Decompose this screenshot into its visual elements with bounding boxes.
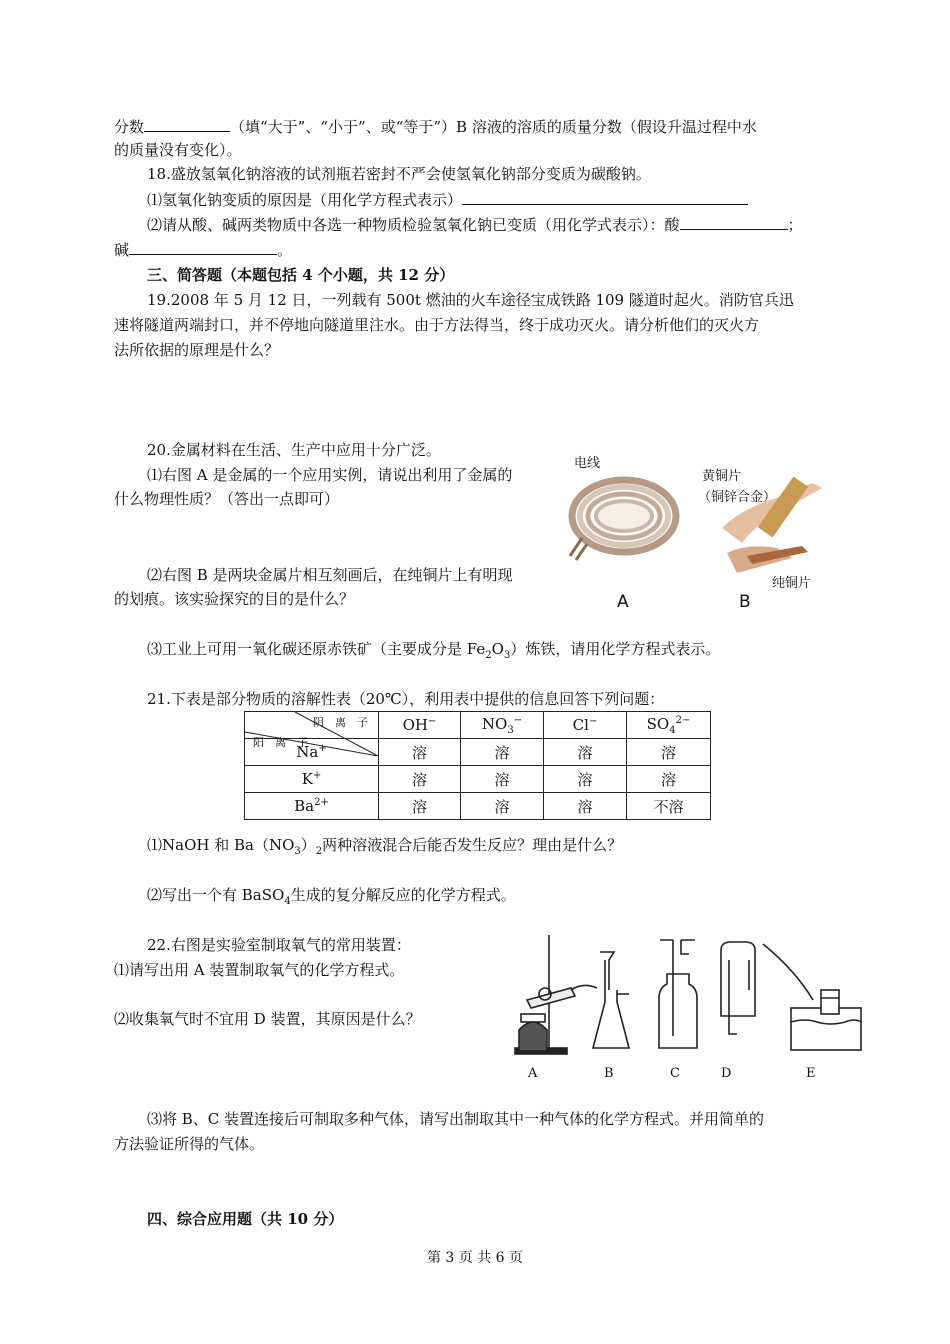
- question-22-3-line-2: 方法验证所得的气体。: [114, 1135, 265, 1153]
- subscript: 3: [503, 650, 511, 661]
- table-cell: 溶: [544, 793, 627, 820]
- text: ；: [787, 216, 803, 234]
- subscript: 4: [284, 896, 291, 907]
- table-cell: 溶: [544, 739, 627, 766]
- table-cell: 溶: [627, 766, 711, 793]
- question-20: 20.金属材料在生活、生产中应用十分广泛。: [147, 441, 441, 459]
- subscript: 4: [669, 724, 676, 736]
- subscript: 3: [507, 724, 514, 736]
- question-20-3: [147, 638, 720, 667]
- question-19-line-2: 速将隧道两端封口，并不停地向隧道里注水。由于方法得当，终于成功灭火。请分析他们的灭火方: [114, 316, 760, 334]
- table-cell: 溶: [627, 739, 711, 766]
- table-cell: 溶: [379, 766, 461, 793]
- apparatus-label-a: A: [528, 1066, 538, 1081]
- cation-header: [245, 766, 379, 793]
- text: NO: [481, 714, 508, 733]
- text: Ba: [294, 797, 315, 815]
- apparatus-label-e: E: [806, 1066, 816, 1081]
- apparatus-c: [659, 940, 697, 1048]
- figure-label-a: A: [617, 592, 629, 612]
- question-20-2-line-2: 的划痕。该实验探究的目的是什么？: [114, 590, 355, 608]
- figure-label-b: B: [739, 592, 751, 612]
- question-22: 22.右图是实验室制取氧气的常用装置：: [147, 936, 411, 954]
- question-21: 21.下表是部分物质的溶解性表（20℃），利用表中提供的信息回答下列问题：: [147, 690, 665, 708]
- table-cell: 不溶: [627, 793, 711, 820]
- question-19-line-1: 19.2008 年 5 月 12 日，一列载有 500t 燃油的火车途径宝成铁路 109 隧道时起火。消防官兵迅: [147, 291, 794, 309]
- question-20-1-line-2: 什么物理性质？（答出一点即可）: [114, 490, 340, 508]
- table-cell: 溶: [379, 739, 461, 766]
- text: ）炼铁，请用化学方程式表示。: [510, 640, 721, 658]
- superscript: −: [428, 716, 437, 727]
- apparatus-label-d: D: [721, 1066, 732, 1081]
- text: O: [491, 640, 504, 658]
- brass-note: （铜锌合金）: [698, 490, 777, 505]
- table-cell: 溶: [461, 793, 544, 820]
- superscript: +: [318, 743, 327, 754]
- wire-label: 电线: [574, 456, 601, 471]
- text: 分数: [114, 118, 145, 136]
- apparatus-e: [763, 944, 861, 1050]
- text: 两种溶液混合后能否发生反应？理由是什么？: [322, 836, 623, 854]
- text: （填“大于”、“小于”、或“等于”）B 溶液的溶质的质量分数（假设升温过程中水: [230, 118, 757, 136]
- line-2: 的质量没有变化）。: [114, 141, 242, 159]
- answer-blank[interactable]: [144, 115, 230, 132]
- subscript: 2: [485, 650, 492, 661]
- apparatus-figure: [505, 930, 870, 1060]
- anion-header: [627, 712, 711, 739]
- question-20-1-line-1: ⑴右图 A 是金属的一个应用实例，请说出利用了金属的: [147, 466, 513, 484]
- text: 生成的复分解反应的化学方程式。: [290, 886, 516, 904]
- text: ）: [300, 836, 316, 854]
- text: ⑶工业上可用一氧化碳还原赤铁矿（主要成分是 Fe: [147, 640, 486, 658]
- table-row: [245, 766, 711, 793]
- question-18-2-cont: [114, 238, 292, 261]
- text: SO: [646, 714, 670, 733]
- text: Na: [296, 743, 319, 761]
- answer-blank[interactable]: [680, 213, 788, 230]
- anion-header: [379, 712, 461, 739]
- apparatus-d: [721, 942, 755, 1034]
- text: K: [301, 770, 313, 788]
- table-cell: 溶: [379, 793, 461, 820]
- wire-coil-image: [570, 480, 676, 560]
- question-22-1: ⑴请写出用 A 装置制取氧气的化学方程式。: [114, 961, 405, 979]
- text: ⑵写出一个有 BaSO: [147, 886, 285, 904]
- subscript: 2: [315, 846, 323, 857]
- answer-blank[interactable]: [462, 188, 748, 205]
- question-19-line-3: 法所依据的原理是什么？: [114, 341, 280, 359]
- solubility-table: [244, 711, 711, 820]
- question-18-1: [147, 188, 748, 211]
- section-4-heading: 四、综合应用题（共 10 分）: [147, 1210, 344, 1228]
- table-cell: 溶: [461, 739, 544, 766]
- text: OH: [402, 716, 428, 734]
- section-3-heading: 三、简答题（本题包括 4 个小题，共 12 分）: [147, 266, 455, 284]
- question-21-2: [147, 884, 516, 913]
- question-22-3-line-1: ⑶将 B、C 装置连接后可制取多种气体，请写出制取其中一种气体的化学方程式。并用简单的: [147, 1110, 765, 1128]
- corner-cell: [245, 712, 379, 749]
- apparatus-b: [593, 952, 629, 1048]
- anion-header: [461, 712, 544, 739]
- text: ⑴NaOH 和 Ba（NO: [147, 836, 295, 854]
- text: ⑴氢氧化钠变质的原因是（用化学方程式表示）: [147, 191, 463, 209]
- page-footer: 第 3 页 共 6 页: [426, 1250, 524, 1266]
- cation-header: [245, 793, 379, 820]
- text: 。: [277, 241, 293, 259]
- apparatus-label-b: B: [604, 1066, 614, 1081]
- table-header-row: [245, 712, 711, 739]
- line-1: [114, 115, 757, 138]
- metal-figure: [562, 448, 832, 618]
- question-20-2-line-1: ⑵右图 B 是两块金属片相互刻画后，在纯铜片上有明现: [147, 566, 513, 584]
- superscript: 2+: [314, 797, 329, 808]
- question-18: 18.盛放氢氧化钠溶液的试剂瓶若密封不严会使氢氧化钠部分变质为碳酸钠。: [147, 165, 651, 183]
- subscript: 3: [294, 846, 301, 857]
- question-18-2: [147, 213, 803, 236]
- superscript: −: [513, 714, 523, 726]
- table-cell: 溶: [544, 766, 627, 793]
- question-22-2: ⑵收集氧气时不宜用 D 装置，其原因是什么？: [114, 1010, 421, 1028]
- text: 碱: [114, 241, 130, 259]
- apparatus-label-c: C: [670, 1066, 680, 1081]
- question-21-1: [147, 834, 622, 863]
- anion-header: [544, 712, 627, 739]
- text: Cl: [572, 716, 589, 734]
- superscript: 2−: [675, 714, 691, 726]
- table-cell: 溶: [461, 766, 544, 793]
- table-row: [245, 793, 711, 820]
- superscript: −: [588, 716, 598, 727]
- text: ⑵请从酸、碱两类物质中各选一种物质检验氢氧化钠已变质（用化学式表示）：酸: [147, 216, 680, 234]
- brass-label: 黄铜片: [702, 469, 742, 484]
- apparatus-a: [515, 935, 597, 1054]
- answer-blank[interactable]: [129, 238, 277, 255]
- superscript: +: [312, 770, 322, 781]
- copper-label: 纯铜片: [772, 576, 812, 591]
- cation-axis-label: 阳 离 子: [253, 736, 308, 749]
- anion-axis-label: 阴 离 子: [313, 716, 368, 729]
